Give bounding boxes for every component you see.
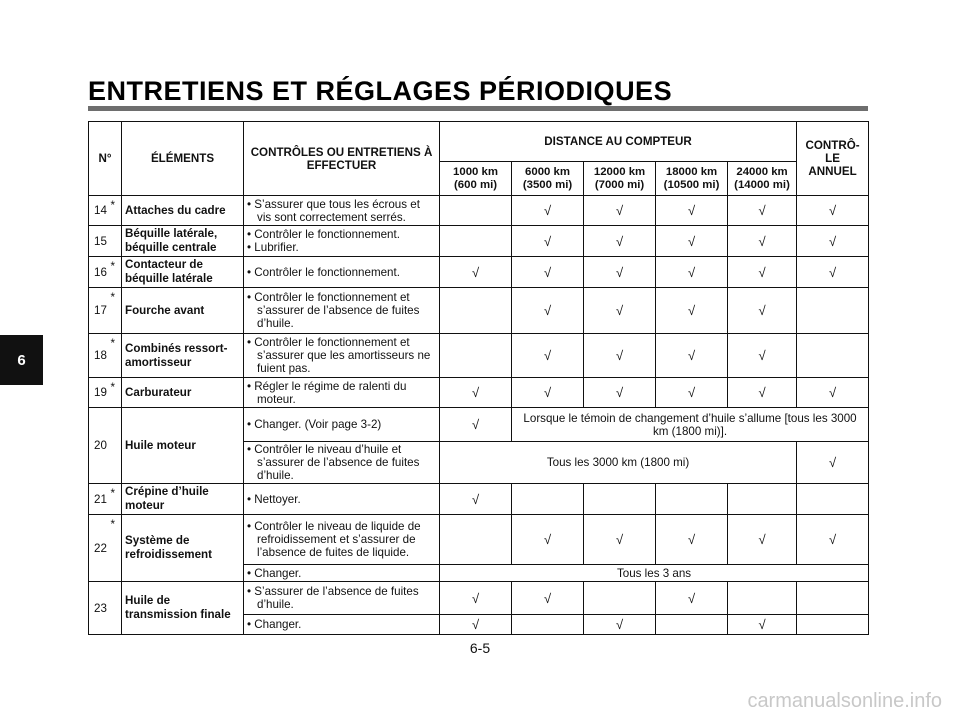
row-number: 14 [89,196,110,226]
check-cell: √ [584,615,656,635]
check-cell: √ [656,226,728,257]
row-element: Combinés ressort-amortisseur [122,334,244,378]
row-number: 23 [89,582,110,635]
maintenance-table [88,121,869,635]
table-row [89,196,869,226]
check-cell: √ [728,515,797,565]
action-item: • Contrôler le fonctionnement et s’assurer que les amortisseurs ne fuient pas. [247,336,436,375]
row-action [244,615,440,635]
chapter-tab: 6 [0,335,43,385]
action-item: • Changer. [247,567,436,580]
row-element: Carburateur [122,378,244,408]
header-km: 24000 km [736,165,788,178]
header-km-cell [728,162,797,196]
check-cell: √ [728,257,797,288]
row-star: * [110,288,122,334]
header-km: 12000 km [593,165,646,178]
check-cell: √ [584,226,656,257]
row-action [244,334,440,378]
check-cell: √ [440,408,512,442]
row-action [244,484,440,515]
check-cell: √ [656,196,728,226]
action-item: • Changer. [247,618,436,631]
check-cell: √ [728,334,797,378]
row-action [244,565,440,582]
check-cell: √ [512,257,584,288]
row-action [244,378,440,408]
check-cell: √ [512,334,584,378]
check-cell: √ [584,257,656,288]
check-cell [656,484,728,515]
row-element: Système de refroidissement [122,515,244,582]
header-mi: (600 mi) [453,178,498,191]
check-cell [797,288,869,334]
page-title: ENTRETIENS ET RÉGLAGES PÉRIODIQUES [88,76,673,106]
header-mi: (3500 mi) [522,178,573,191]
row-number: 15 [89,226,110,257]
action-item: • Contrôler le niveau d’huile et s’assurer de l’absence de fuites d’huile. [247,443,436,482]
watermark: carmanualsonline.info [747,690,942,712]
check-cell: √ [797,226,869,257]
check-cell [584,484,656,515]
row-number: 17 [89,288,110,334]
check-cell [584,582,656,615]
check-cell [512,615,584,635]
table-row [89,334,869,378]
check-cell: √ [797,515,869,565]
check-cell: √ [728,226,797,257]
check-cell: √ [512,288,584,334]
check-cell: √ [797,442,869,484]
check-cell: √ [440,378,512,408]
header-km-cell [440,162,512,196]
row-action [244,226,440,257]
check-cell [797,334,869,378]
check-cell: √ [656,378,728,408]
row-star: * [110,334,122,378]
check-cell [440,288,512,334]
row-star [110,408,122,484]
table-body [89,196,869,635]
row-number: 21 [89,484,110,515]
header-no: N° [89,122,122,196]
check-cell: √ [656,582,728,615]
row-interval-note: Lorsque le témoin de changement d’huile s’allume [tous les 3000 km (1800 mi)]. [512,408,869,442]
check-cell [440,334,512,378]
header-km-cell [656,162,728,196]
check-cell: √ [512,582,584,615]
page-number: 6-5 [469,640,491,656]
row-action [244,408,440,442]
row-action [244,288,440,334]
check-cell: √ [512,226,584,257]
check-cell: √ [584,515,656,565]
action-item: • S’assurer de l’absence de fuites d’huile. [247,585,436,611]
check-cell: √ [656,334,728,378]
row-action [244,257,440,288]
header-row [89,122,869,162]
row-element: Béquille latérale, béquille centrale [122,226,244,257]
check-cell: √ [728,378,797,408]
action-item: • Lubrifier. [247,241,436,254]
row-element: Huile de transmission finale [122,582,244,635]
row-element: Contacteur de béquille latérale [122,257,244,288]
row-number: 19 [89,378,110,408]
row-element: Attaches du cadre [122,196,244,226]
check-cell [797,484,869,515]
action-item: • Contrôler le fonctionnement et s’assurer de l’absence de fuites d’huile. [247,291,436,330]
check-cell: √ [584,288,656,334]
table-row [89,515,869,565]
table-row [89,257,869,288]
row-star: * [110,484,122,515]
header-km-cell [512,162,584,196]
header-elements: ÉLÉMENTS [122,122,244,196]
check-cell: √ [440,615,512,635]
action-item: • Régler le régime de ralenti du moteur. [247,380,436,406]
action-item: • Nettoyer. [247,493,436,506]
header-mi: (7000 mi) [594,178,645,191]
row-star: * [110,257,122,288]
row-element: Huile moteur [122,408,244,484]
check-cell [797,582,869,615]
header-mi: (10500 mi) [663,178,720,191]
row-action [244,582,440,615]
check-cell: √ [512,378,584,408]
header-mi: (14000 mi) [734,178,790,191]
table-row [89,408,869,442]
table-row [89,288,869,334]
check-cell: √ [728,288,797,334]
check-cell [440,226,512,257]
header-km: 1000 km [453,165,498,178]
row-action [244,442,440,484]
table-row [89,582,869,615]
action-item: • S’assurer que tous les écrous et vis sont correctement serrés. [247,198,436,224]
check-cell: √ [656,257,728,288]
row-number: 22 [89,515,110,582]
header-distance: DISTANCE AU COMPTEUR [440,122,797,162]
row-element: Fourche avant [122,288,244,334]
check-cell: √ [584,196,656,226]
check-cell: √ [656,288,728,334]
check-cell: √ [440,582,512,615]
table-row [89,226,869,257]
header-km: 6000 km [525,165,570,178]
row-number: 18 [89,334,110,378]
check-cell [728,582,797,615]
row-number: 16 [89,257,110,288]
check-cell: √ [728,615,797,635]
action-item: • Contrôler le fonctionnement. [247,228,436,241]
header-km: 18000 km [665,165,718,178]
header-km-cell [584,162,656,196]
row-star [110,582,122,635]
check-cell: √ [584,378,656,408]
row-action [244,515,440,565]
check-cell: √ [512,196,584,226]
check-cell: √ [797,196,869,226]
action-item: • Changer. (Voir page 3-2) [247,418,436,431]
check-cell: √ [797,378,869,408]
check-cell: √ [440,484,512,515]
row-interval-note: Tous les 3000 km (1800 mi) [440,442,797,484]
action-item: • Contrôler le niveau de liquide de refroidissement et s’assurer de l’absence de fuites de liquide. [247,520,436,559]
row-interval-note: Tous les 3 ans [440,565,869,582]
check-cell [797,615,869,635]
row-star: * [110,515,122,582]
check-cell: √ [728,196,797,226]
row-star [110,226,122,257]
row-element: Crépine d’huile moteur [122,484,244,515]
title-rule [88,106,868,111]
check-cell [728,484,797,515]
row-star: * [110,196,122,226]
check-cell: √ [584,334,656,378]
header-controls: CONTRÔLES OU ENTRETIENS À EFFECTUER [244,122,440,196]
row-action [244,196,440,226]
check-cell [512,484,584,515]
table-row [89,378,869,408]
action-item: • Contrôler le fonctionnement. [247,266,436,279]
check-cell: √ [512,515,584,565]
check-cell [656,615,728,635]
row-number: 20 [89,408,110,484]
check-cell: √ [656,515,728,565]
check-cell [440,515,512,565]
header-annual: CONTRÔ-LE ANNUEL [797,122,869,196]
check-cell: √ [440,257,512,288]
check-cell [440,196,512,226]
table-row [89,484,869,515]
row-star: * [110,378,122,408]
check-cell: √ [797,257,869,288]
